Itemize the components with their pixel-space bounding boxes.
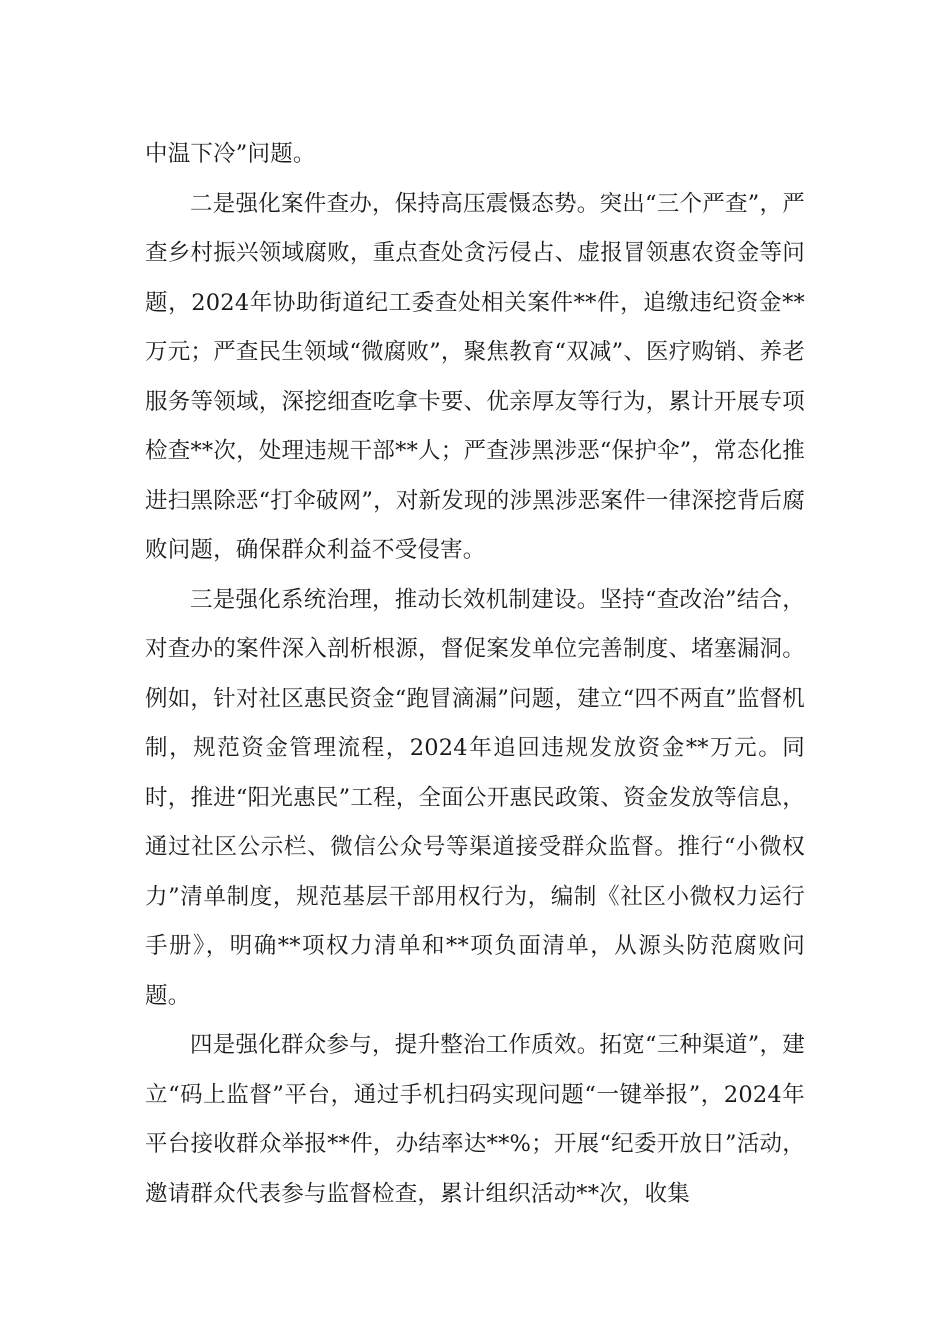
paragraph-case-investigation: 二是强化案件查办，保持高压震慑态势。突出“三个严查”，严查乡村振兴领域腐败，重点查处贪污侵占、虚报冒领惠农资金等问题，2024年协助街道纪工委查处相关案件**件，追缴违纪资金**万元；严查民生领域“微腐败”，聚焦教育“双减”、医疗购销、养老服务等领域，深挖细查吃拿卡要、优亲厚友等行为，累计开展专项检查**次，处理违规干部**人；严查涉黑涉恶“保护伞”，常态化推进扫黑除恶“打伞破网”，对新发现的涉黑涉恶案件一律深挖背后腐败问题，确保群众利益不受侵害。: [145, 190, 805, 563]
paragraph-continuation: 中温下冷”问题。: [145, 141, 316, 167]
paragraph-public-participation: 四是强化群众参与，提升整治工作质效。拓宽“三种渠道”，建立“码上监督”平台，通过手机扫码实现问题“一键举报”，2024年平台接收群众举报**件，办结率达**%；开展“纪委开放日”活动，邀请群众代表参与监督检查，累计组织活动**次，收集: [145, 1032, 805, 1207]
paragraph-system-governance: 三是强化系统治理，推动长效机制建设。坚持“查改治”结合，对查办的案件深入剖析根源，督促案发单位完善制度、堵塞漏洞。例如，针对社区惠民资金“跑冒滴漏”问题，建立“四不两直”监督机制，规范资金管理流程，2024年追回违规发放资金**万元。同时，推进“阳光惠民”工程，全面公开惠民政策、资金发放等信息，通过社区公示栏、微信公众号等渠道接受群众监督。推行“小微权力”清单制度，规范基层干部用权行为，编制《社区小微权力运行手册》，明确**项权力清单和**项负面清单，从源头防范腐败问题。: [145, 586, 805, 1009]
document-body: [145, 130, 805, 1219]
